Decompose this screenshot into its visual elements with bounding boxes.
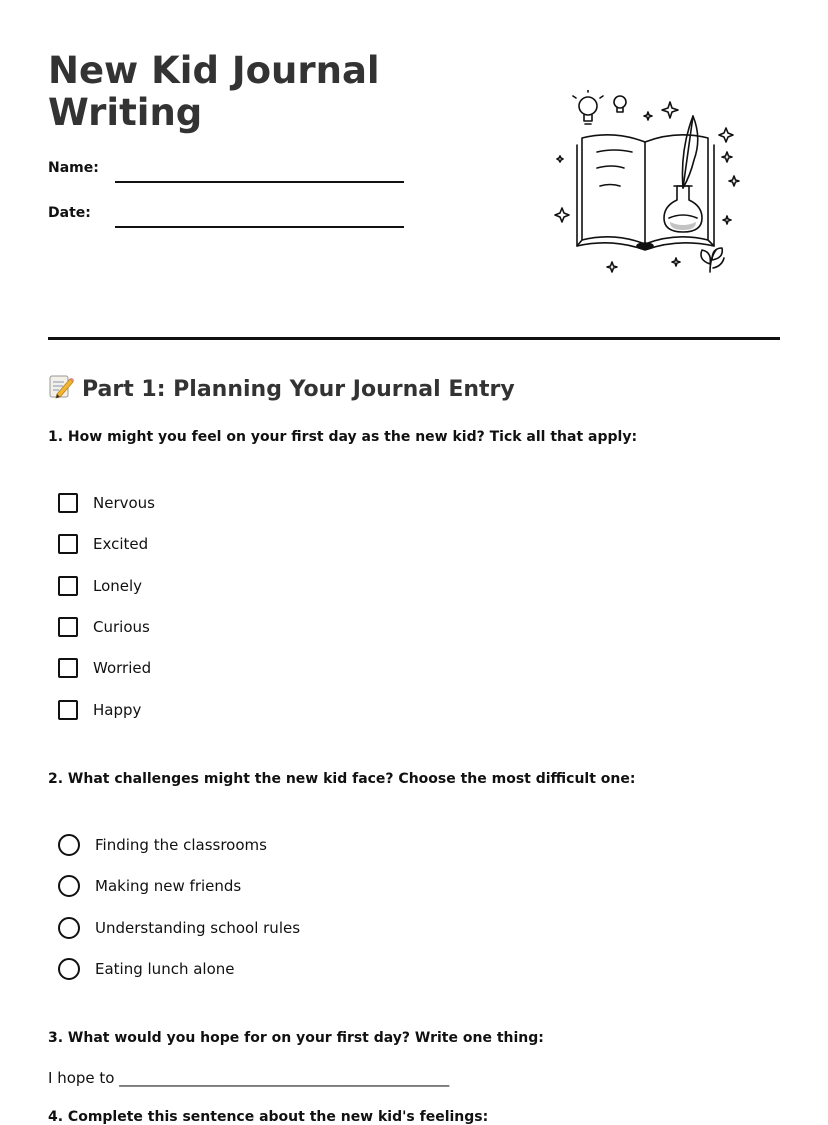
radio-button[interactable] [58, 917, 80, 939]
option-label: Nervous [93, 494, 155, 512]
part1-heading [48, 373, 515, 402]
radio-option-friends[interactable] [58, 874, 241, 898]
option-label: Excited [93, 535, 149, 553]
checkbox-option-lonely[interactable] [58, 574, 142, 598]
option-label: Lonely [93, 577, 143, 595]
checkbox-option-happy[interactable] [58, 698, 141, 722]
checkbox-option-curious[interactable] [58, 615, 150, 639]
part1-heading-text: Part 1: Planning Your Journal Entry [82, 377, 515, 402]
checkbox[interactable] [58, 658, 78, 678]
date-field[interactable] [115, 226, 404, 228]
option-label: Making new friends [95, 877, 242, 895]
option-label: Worried [93, 659, 152, 677]
book-with-quill-and-lightbulb-icon [552, 90, 742, 280]
question-3: 3. What would you hope for on your first day? Write one thing: [48, 1030, 544, 1046]
section-divider [48, 337, 780, 340]
date-label: Date: [48, 205, 91, 221]
checkbox[interactable] [58, 576, 78, 596]
checkbox-option-worried[interactable] [58, 656, 151, 680]
option-label: Curious [93, 618, 150, 636]
name-field[interactable] [115, 181, 404, 183]
checkbox[interactable] [58, 700, 78, 720]
option-label: Finding the classrooms [95, 836, 267, 854]
checkbox[interactable] [58, 534, 78, 554]
checkbox-option-nervous[interactable] [58, 491, 155, 515]
radio-button[interactable] [58, 834, 80, 856]
checkbox-option-excited[interactable] [58, 532, 148, 556]
question-4: 4. Complete this sentence about the new kid's feelings: [48, 1109, 489, 1125]
option-label: Understanding school rules [95, 919, 301, 937]
radio-option-lunch[interactable] [58, 957, 235, 981]
memo-pencil-icon [48, 373, 74, 399]
option-label: Happy [93, 701, 142, 719]
title-line-1: New Kid Journal [48, 49, 380, 92]
radio-option-rules[interactable] [58, 916, 300, 940]
hope-answer-line[interactable]: I hope to ____________________________________________ [48, 1069, 450, 1087]
question-2: 2. What challenges might the new kid face? Choose the most difficult one: [48, 771, 636, 787]
checkbox[interactable] [58, 617, 78, 637]
name-label: Name: [48, 160, 99, 176]
question-1: 1. How might you feel on your first day as the new kid? Tick all that apply: [48, 429, 638, 445]
radio-button[interactable] [58, 958, 80, 980]
radio-option-classrooms[interactable] [58, 833, 267, 857]
page-title [48, 50, 408, 134]
checkbox[interactable] [58, 493, 78, 513]
title-line-2: Writing [48, 91, 203, 134]
option-label: Eating lunch alone [95, 960, 235, 978]
radio-button[interactable] [58, 875, 80, 897]
